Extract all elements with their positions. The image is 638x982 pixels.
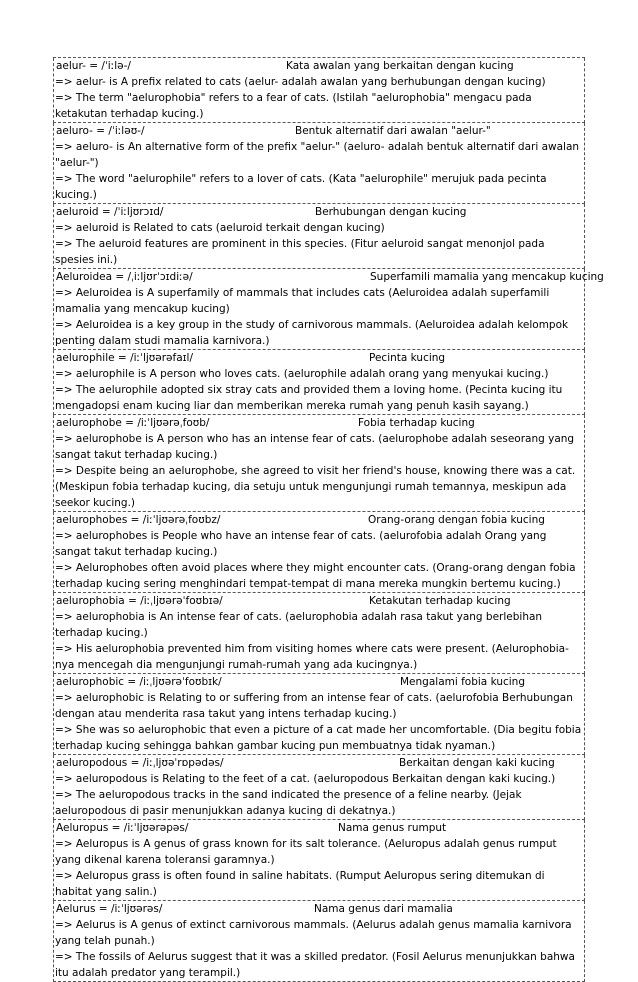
example-sentence: => The aeluropodous tracks in the sand indicated the presence of a feline nearby. (Jejak aeluropodous di pasir menunjukkan adanya kucing di dekatnya.): [55, 789, 522, 817]
translation: Ketakutan terhadap kucing: [369, 595, 511, 607]
dictionary-entry: [53, 415, 585, 512]
entry-header: [55, 204, 582, 220]
definition-line: => aelurophobic is Relating to or suffering from an intense fear of cats. (aelurofobia Berhubungan dengan atau menderita rasa takut yang intens terhadap kucing.): [55, 692, 573, 720]
translation: Pecinta kucing: [369, 352, 446, 364]
definition-line: => aelurophobia is An intense fear of cats. (aelurophobia adalah rasa takut yang berlebihan terhadap kucing.): [55, 611, 543, 639]
translation: Bentuk alternatif dari awalan "aelur-": [295, 125, 491, 137]
headword: Aelurus = /iːˈljʊərəs/: [56, 903, 163, 915]
headword: Aeluroidea = /ˌiːljʊrˈɔɪdiːə/: [56, 271, 193, 283]
dictionary-entry: [53, 350, 585, 415]
entry-header: [55, 901, 582, 917]
definition-line: => aeluroid is Related to cats (aeluroid terkait dengan kucing): [55, 222, 385, 234]
example-sentence: => The aeluroid features are prominent in this species. (Fitur aeluroid sangat menonjol pada spesies ini.): [55, 238, 545, 266]
translation: Mengalami fobia kucing: [400, 676, 526, 688]
entry-header: [55, 755, 582, 771]
translation: Fobia terhadap kucing: [358, 417, 475, 429]
translation: Kata awalan yang berkaitan dengan kucing: [286, 60, 514, 72]
entry-header: [55, 674, 582, 690]
entry-header: [55, 58, 582, 74]
definition-line: => aelurophile is A person who loves cats. (aelurophile adalah orang yang menyukai kucing.): [55, 368, 549, 380]
definition-line: => aelurophobes is People who have an intense fear of cats. (aelurofobia adalah Orang yang sangat takut terhadap kucing.): [55, 530, 547, 558]
headword: aelurophobe = /iːˈljʊərəˌfoʊb/: [56, 417, 210, 429]
example-sentence: => Despite being an aelurophobe, she agreed to visit her friend's house, knowing there was a cat. (Meskipun fobia terhadap kucing, dia setuju untuk mengunjungi rumah temannya, meskipun ada seekor kucing.): [55, 465, 576, 509]
headword: aeluroid = /ˈiːljʊrɔɪd/: [56, 206, 164, 218]
translation: Orang-orang dengan fobia kucing: [368, 514, 545, 526]
example-sentence: => Aeluroidea is a key group in the study of carnivorous mammals. (Aeluroidea adalah kelompok penting dalam studi mamalia karnivora.): [55, 319, 569, 347]
headword: aelur- = /ˈiːlə-/: [56, 60, 131, 72]
example-sentence: => The term "aelurophobia" refers to a fear of cats. (Istilah "aelurophobia" mengacu pada ketakutan terhadap kucing.): [55, 92, 532, 120]
headword: aelurophobic = /iːˌljʊərəˈfoʊbɪk/: [56, 676, 222, 688]
example-sentence: => His aelurophobia prevented him from visiting homes where cats were present. (Aelurophobia-nya mencegah dia mengunjungi rumah-rumah yang ada kucingnya.): [55, 643, 569, 671]
dictionary-entry: [53, 820, 585, 901]
example-sentence: => She was so aelurophobic that even a picture of a cat made her uncomfortable. (Dia begitu fobia terhadap kucing sehingga bahkan gambar kucing pun membuatnya tidak nyaman.): [55, 724, 582, 752]
dictionary-entry: [53, 512, 585, 593]
definition-line: => aeluropodous is Relating to the feet of a cat. (aeluropodous Berkaitan dengan kaki kucing.): [55, 773, 556, 785]
entry-header: [55, 593, 582, 609]
translation: Nama genus rumput: [338, 822, 447, 834]
dictionary-entry: [53, 123, 585, 204]
translation: Nama genus dari mamalia: [314, 903, 453, 915]
definition-line: => Aeluropus is A genus of grass known for its salt tolerance. (Aeluropus adalah genus rumput yang dikenal karena toleransi garamnya.): [55, 838, 557, 866]
definition-line: => Aelurus is A genus of extinct carnivorous mammals. (Aelurus adalah genus mamalia karnivora yang telah punah.): [55, 919, 572, 947]
headword: aeluro- = /ˈiːləʊ-/: [56, 125, 145, 137]
translation: Berhubungan dengan kucing: [315, 206, 467, 218]
headword: aelurophobia = /iːˌljʊərəˈfoʊbɪə/: [56, 595, 223, 607]
headword: aelurophobes = /iːˈljʊərəˌfoʊbz/: [56, 514, 221, 526]
dictionary-entry: [53, 593, 585, 674]
example-sentence: => The fossils of Aelurus suggest that it was a skilled predator. (Fosil Aelurus menunjukkan bahwa itu adalah predator yang terampil.): [55, 951, 575, 979]
translation: Superfamili mamalia yang mencakup kucing: [370, 271, 604, 283]
entry-header: [55, 123, 582, 139]
definition-line: => aelur- is A prefix related to cats (aelur- adalah awalan yang berhubungan dengan kucing): [55, 76, 546, 88]
headword: aelurophile = /iːˈljʊərəfaɪl/: [56, 352, 193, 364]
headword: aeluropodous = /iːˌljʊəˈrɒpədəs/: [56, 757, 224, 769]
dictionary-entry: [53, 269, 604, 350]
headword: Aeluropus = /iːˈljʊərəpəs/: [56, 822, 189, 834]
entry-header: [55, 512, 582, 528]
dictionary-entry: [53, 755, 585, 820]
entry-header: [55, 350, 582, 366]
dictionary-list: [53, 57, 604, 982]
entry-header: [55, 820, 582, 836]
dictionary-entry: [53, 204, 585, 269]
dictionary-entry: [53, 674, 585, 755]
dictionary-entry: [53, 901, 585, 982]
definition-line: => Aeluroidea is A superfamily of mammals that includes cats (Aeluroidea adalah superfamili mamalia yang mencakup kucing): [55, 287, 550, 315]
definition-line: => aelurophobe is A person who has an intense fear of cats. (aelurophobe adalah seseorang yang sangat takut terhadap kucing.): [55, 433, 575, 461]
example-sentence: => Aelurophobes often avoid places where they might encounter cats. (Orang-orang dengan fobia terhadap kucing sering menghindari tempat-tempat di mana mereka mungkin bertemu kucing.): [55, 562, 576, 590]
definition-line: => aeluro- is An alternative form of the prefix "aelur-" (aeluro- adalah bentuk alternatif dari awalan "aelur-"): [55, 141, 580, 169]
example-sentence: => The word "aelurophile" refers to a lover of cats. (Kata "aelurophile" merujuk pada pecinta kucing.): [55, 173, 547, 201]
entry-header: [55, 415, 582, 431]
dictionary-entry: [53, 58, 585, 123]
entry-header: [55, 269, 604, 285]
translation: Berkaitan dengan kaki kucing: [399, 757, 555, 769]
example-sentence: => Aeluropus grass is often found in saline habitats. (Rumput Aeluropus sering ditemukan di habitat yang salin.): [55, 870, 545, 898]
example-sentence: => The aelurophile adopted six stray cats and provided them a loving home. (Pecinta kucing itu mengadopsi enam kucing liar dan memberikan mereka rumah yang penuh kasih sayang.): [55, 384, 563, 412]
